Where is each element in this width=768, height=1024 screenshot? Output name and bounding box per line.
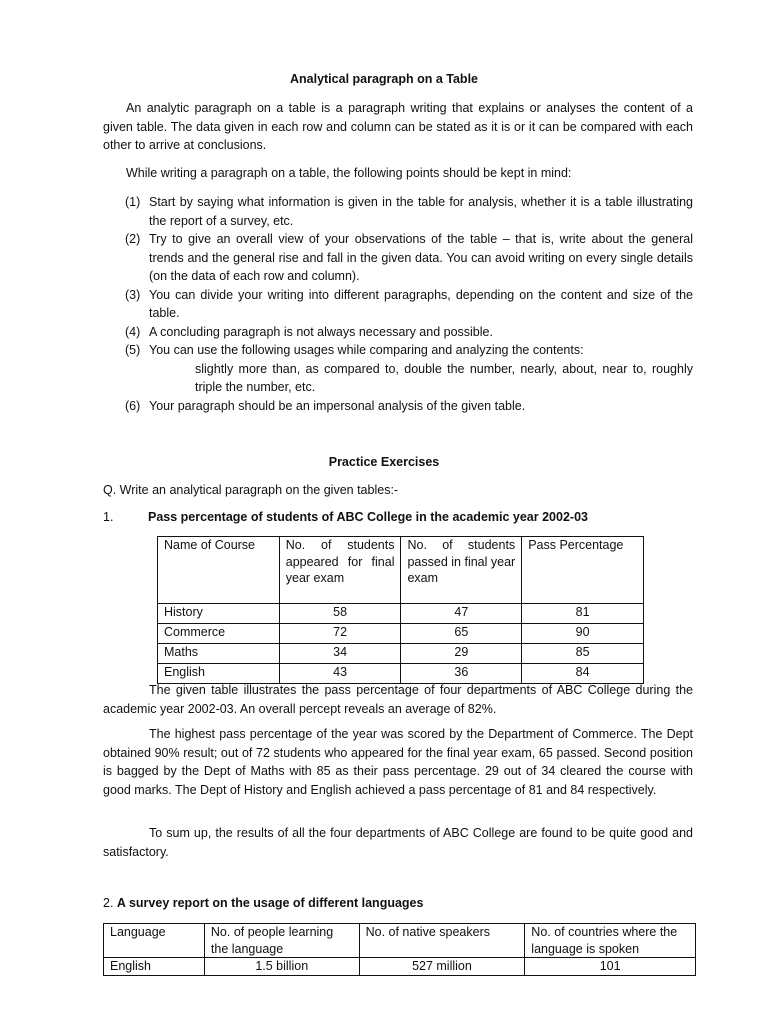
- exercise-2-number: 2.: [103, 896, 114, 910]
- table-cell: 34: [279, 644, 401, 664]
- exercise-2-heading: [103, 896, 423, 910]
- table-header-cell: No. of people learning the language: [204, 924, 359, 958]
- table-cell: 72: [279, 624, 401, 644]
- table-cell: 43: [279, 664, 401, 684]
- table-row: [158, 624, 644, 644]
- table-cell: 84: [522, 664, 644, 684]
- table-header-cell: Language: [104, 924, 205, 958]
- table-cell: 47: [401, 604, 522, 624]
- list-item: (3) You can divide your writing into different paragraphs, depending on the content and size of the table.: [125, 287, 693, 320]
- table-row: [158, 644, 644, 664]
- exercise-2-title: A survey report on the usage of different languages: [116, 896, 424, 910]
- table-cell: 65: [401, 624, 522, 644]
- exercise-1-paragraph-2: The highest pass percentage of the year was scored by the Department of Commerce. The Dept obtained 90% result; out of 72 students who appeared for the final year exam, 65 passed. Second position is bagged by the Dept of Maths with 85 as their pass percentage. 29 out of 34 cleared the course with good marks. The Dept of History and English achieved a pass percentage of 81 and 84 respectively.: [103, 727, 693, 797]
- table-cell: Commerce: [158, 624, 280, 644]
- list-item: (4) A concluding paragraph is not always necessary and possible.: [125, 324, 493, 339]
- table-header-cell: Pass Percentage: [522, 537, 644, 604]
- table-cell: 101: [525, 958, 696, 976]
- table-cell: 90: [522, 624, 644, 644]
- table-header-cell: No. of students passed in final year exam: [401, 537, 522, 604]
- table-cell: English: [158, 664, 280, 684]
- list-item: (1) Start by saying what information is given in the table for analysis, whether it is a table illustrating the report of a survey, etc.: [125, 195, 693, 228]
- table-cell: 85: [522, 644, 644, 664]
- exercise-1-paragraph-1: The given table illustrates the pass percentage of four departments of ABC College during the academic year 2002-03. An overall percept reveals an average of 82%.: [103, 683, 693, 716]
- table-header-row: [104, 924, 696, 958]
- table-header-row: [158, 537, 644, 604]
- exercise-1-paragraph-3: To sum up, the results of all the four departments of ABC College are found to be quite good and satisfactory.: [103, 826, 693, 859]
- list-item: (5) You can use the following usages while comparing and analyzing the contents: slightly more than, as compared to, double the number, nearly, about, near to, roughly triple the number, etc.: [125, 341, 693, 397]
- table-header-cell: No. of countries where the language is spoken: [525, 924, 696, 958]
- table-cell: 29: [401, 644, 522, 664]
- intro-paragraph: An analytic paragraph on a table is a paragraph writing that explains or analyses the content of a given table. The data given in each row and column can be stated as it is or it can be compared with each other to arrive at conclusions.: [103, 101, 693, 152]
- pass-percentage-table: [157, 536, 644, 684]
- exercise-1-title: Pass percentage of students of ABC College in the academic year 2002-03: [148, 510, 588, 524]
- list-item: (6) Your paragraph should be an impersonal analysis of the given table.: [125, 398, 526, 413]
- table-cell: Maths: [158, 644, 280, 664]
- table-header-cell: No. of native speakers: [359, 924, 525, 958]
- table-cell: 58: [279, 604, 401, 624]
- points-intro: While writing a paragraph on a table, the following points should be kept in mind:: [126, 166, 572, 180]
- table-cell: 527 million: [359, 958, 525, 976]
- table-cell: 1.5 billion: [204, 958, 359, 976]
- table-cell: English: [104, 958, 205, 976]
- table-row: [104, 958, 696, 976]
- table-row: [158, 604, 644, 624]
- table-cell: 36: [401, 664, 522, 684]
- table-header-cell: Name of Course: [158, 537, 280, 604]
- points-list: [125, 193, 693, 415]
- table-cell: 81: [522, 604, 644, 624]
- table-cell: History: [158, 604, 280, 624]
- practice-heading: Practice Exercises: [328, 455, 440, 469]
- question-text: Q. Write an analytical paragraph on the given tables:-: [103, 483, 399, 497]
- page-title: Analytical paragraph on a Table: [289, 72, 478, 86]
- table-header-cell: No. of students appeared for final year exam: [279, 537, 401, 604]
- list-item: (2) Try to give an overall view of your observations of the table – that is, write about the general trends and the general rise and fall in the given data. You can avoid writing on every single details (on the data of each row and column).: [125, 232, 693, 283]
- exercise-1-number: 1.: [103, 510, 114, 524]
- usages-text: slightly more than, as compared to, double the number, nearly, about, near to, roughly triple the number, etc.: [195, 361, 693, 394]
- language-survey-table: [103, 923, 696, 976]
